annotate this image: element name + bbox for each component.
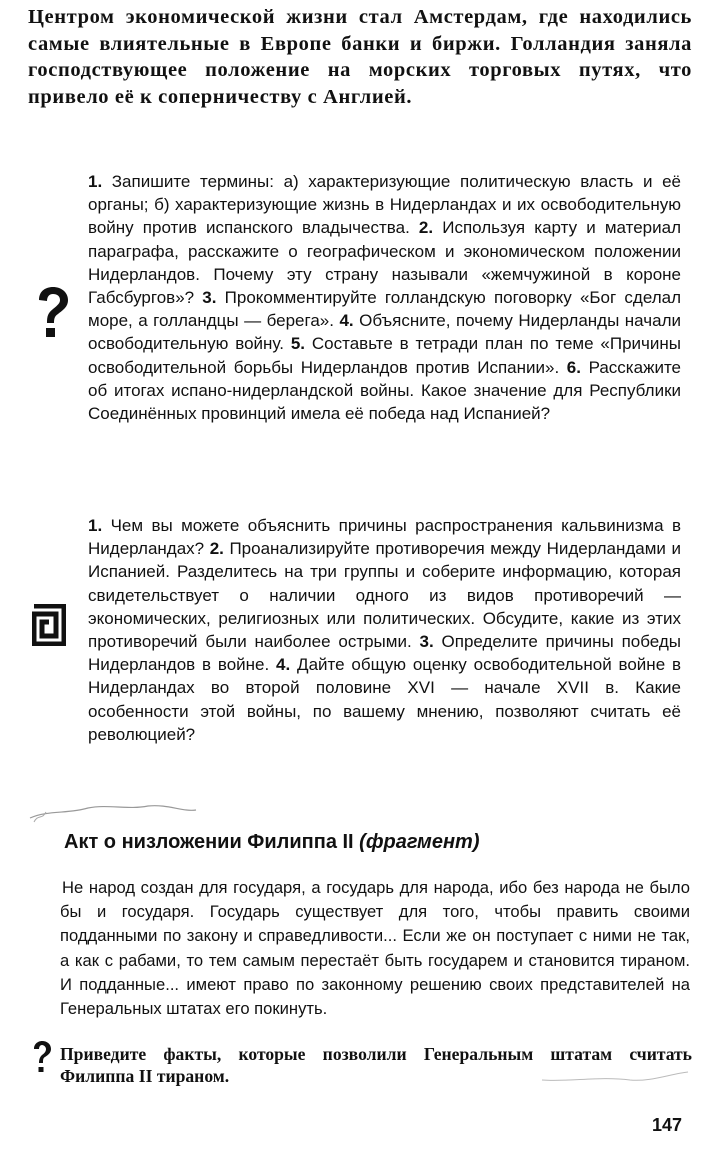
task-number: 3. [419, 632, 434, 652]
scan-artifact [540, 1068, 690, 1086]
question-text: Составьте в тетради план по теме «Причины освободительной борьбы Нидерландов против Испании». [88, 334, 682, 377]
document-title-note: (фрагмент) [359, 831, 480, 853]
page-number: 147 [652, 1115, 683, 1135]
intro-paragraph: Центром экономической жизни стал Амстердам, где находились самые влиятельные в Европе банки и биржи. Голландия заняла господствующее положение на морских торговых путях, что привело её к соперничеству с Англией. [28, 6, 692, 108]
question-text: Запишите термины: а) характеризующие политическую власть и её органы; б) характеризующие жизнь в Нидерландах и их освободительную войну против испанского владычества. [88, 172, 681, 238]
meander-icon [32, 604, 66, 646]
question-number: 6. [566, 357, 581, 377]
task-text: Дайте общую оценку освободительной войне в Нидерландах во второй половине XVI — начале XVII в. Какие особенности этой войны, по вашему мнению, позволяют считать её революцией? [88, 655, 681, 744]
task-number: 1. [88, 516, 103, 535]
task-text: Чем вы можете объяснить причины распространения кальвинизма в Нидерландах? [88, 516, 681, 559]
question-text: Используя карту и материал параграфа, расскажите о географическом и экономическом положении Нидерландов. Почему эту страну называли «жемчужиной в короне Габсбургов»? [88, 218, 681, 308]
task-text: Проанализируйте противоречия между Нидерландами и Испанией. Разделитесь на три группы и соберите информацию, которая свидетельствует о наличии одного из видов противоречий — экономических, религиозных или политических. Обсудите, какие из этих противоречий были наиболее острыми. [88, 539, 681, 652]
document-text: Не народ создан для государя, а государь для народа, ибо без народа не было бы и государя. Государь существует для того, чтобы править своими подданными по закону и справедливости... Если же он поступает с ними не так, а как с рабами, то тем самым перестаёт быть государем и становится тираном. И подданные... имеют право по законному решению своих представителей на Генеральных штатах его покинуть. [60, 878, 690, 1019]
question-text: Расскажите об итогах испано-нидерландской войны. Какое значение для Республики Соединённых провинций имела её победа над Испанией? [88, 357, 681, 424]
task-number: 2. [209, 539, 224, 559]
task-number: 4. [276, 655, 291, 675]
question-number: 3. [202, 288, 217, 308]
question-number: 2. [418, 218, 434, 238]
question-mark-icon [33, 286, 73, 342]
question-mark-icon [31, 1040, 53, 1076]
scan-artifact [28, 800, 198, 824]
tasks-text [88, 514, 681, 746]
question-number: 5. [290, 334, 306, 354]
question-number: 1. [88, 172, 103, 191]
question-text: Прокомментируйте голландскую поговорку «Бог сделал море, а голландцы — берега». [88, 288, 682, 331]
questions-text [88, 170, 681, 425]
task-text: Определите причины победы Нидерландов в войне. [88, 632, 681, 675]
question-number: 4. [339, 311, 354, 331]
question-text: Объясните, почему Нидерланды начали освободительную войну. [88, 311, 681, 354]
final-question: Приведите факты, которые позволили Генеральным штатам считать Филиппа II тираном. [60, 1044, 692, 1086]
document-title [64, 828, 479, 856]
document-title-main: Акт о низложении Филиппа II [64, 831, 354, 853]
